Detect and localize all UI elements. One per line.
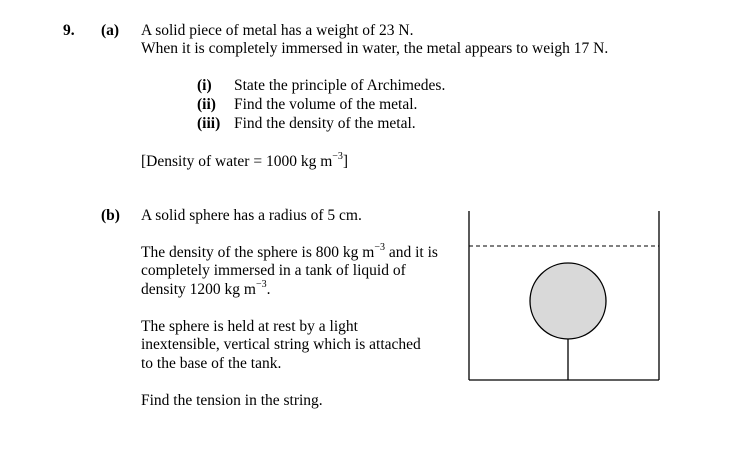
part-b-line-1: A solid sphere has a radius of 5 cm. xyxy=(141,207,362,224)
subpart-i-text: State the principle of Archimedes. xyxy=(234,77,446,94)
part-b-para2-line-1: The sphere is held at rest by a light xyxy=(141,318,358,335)
part-b-final-question: Find the tension in the string. xyxy=(141,392,323,409)
sphere xyxy=(530,263,606,339)
tank-diagram xyxy=(464,208,664,384)
part-b-para1-line-3: density 1200 kg $m^{-3}$. xyxy=(141,278,271,298)
subpart-ii-text: Find the volume of the metal. xyxy=(234,96,418,113)
part-a-label: (a) xyxy=(101,22,120,39)
subpart-iii-text: Find the density of the metal. xyxy=(234,115,416,132)
part-a-line-2: When it is completely immersed in water, the metal appears to weigh 17 N. xyxy=(141,40,609,57)
subpart-ii-label: (ii) xyxy=(197,96,216,113)
part-b-para2-line-2: inextensible, vertical string which is attached xyxy=(141,336,421,353)
subpart-i-label: (i) xyxy=(197,77,212,94)
part-b-label: (b) xyxy=(101,207,120,224)
part-b-para1-line-2: completely immersed in a tank of liquid of xyxy=(141,262,406,279)
part-b-para2-line-3: to the base of the tank. xyxy=(141,355,282,372)
part-a-line-1: A solid piece of metal has a weight of 23 N. xyxy=(141,22,414,39)
subpart-iii-label: (iii) xyxy=(197,115,221,132)
part-b-para1-line-1: The density of the sphere is 800 kg $m^{-3}$ and it is xyxy=(141,241,438,261)
question-number: 9. xyxy=(63,22,75,39)
density-of-water-note: [Density of water = 1000 kg $m^{-3}$] xyxy=(141,150,349,170)
